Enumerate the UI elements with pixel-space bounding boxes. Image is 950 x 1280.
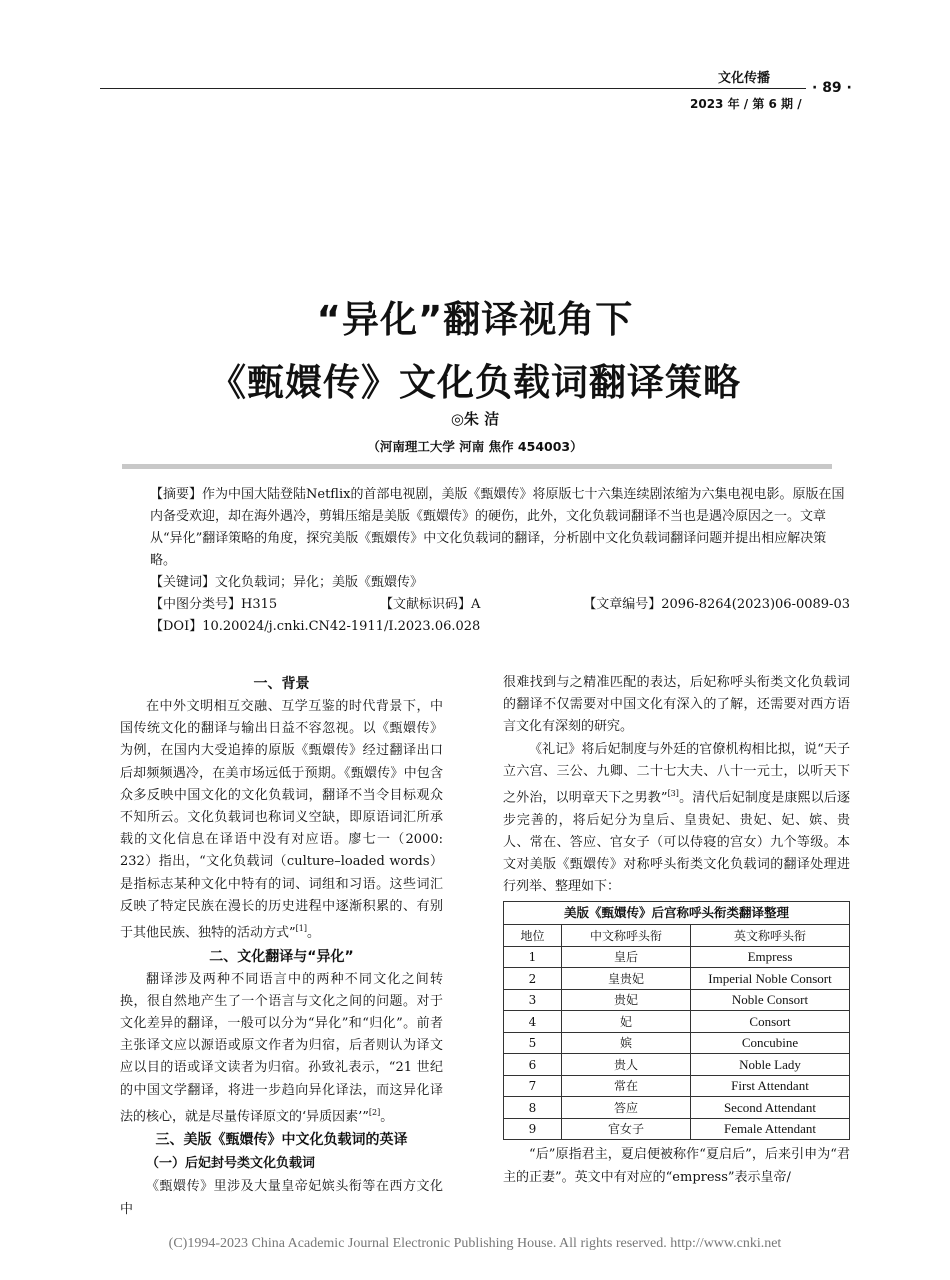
zh-title-cell: 贵人	[562, 1054, 691, 1076]
en-title-cell: Imperial Noble Consort	[691, 968, 850, 990]
citation-ref: [2]	[368, 1107, 381, 1117]
clc	[150, 594, 277, 616]
zh-title-cell: 皇贵妃	[562, 968, 691, 990]
section-heading-english: 三、美版《甄嬛传》中文化负载词的英译	[155, 1132, 408, 1149]
en-title-cell: Concubine	[691, 1032, 850, 1054]
paragraph-liji	[503, 739, 850, 899]
doc-code-label: 【文献标识码】	[380, 597, 472, 612]
en-title-cell: Female Attendant	[691, 1118, 850, 1140]
paragraph-titles: 《甄嬛传》里涉及大量皇帝妃嫔头衔等在西方文化中	[120, 1179, 443, 1217]
en-title-cell: Noble Lady	[691, 1054, 850, 1076]
paragraph-end: 。	[380, 1109, 394, 1125]
table-row	[504, 1054, 850, 1076]
author: ◎朱 洁	[450, 410, 500, 428]
header-rule	[100, 88, 806, 89]
rank-cell: 8	[504, 1097, 562, 1119]
table-row	[504, 1118, 850, 1140]
doc-code-value: A	[471, 597, 481, 612]
article-no	[583, 594, 850, 616]
abstract-text: 作为中国大陆登陆Netflix的首部电视剧，美版《甄嬛传》将原版七十六集连续剧浓缩为六集电视电影。原版在国内备受欢迎，却在海外遇冷，剪辑压缩是美版《甄嬛传》的硬伤，此外，文化负载词翻译不当也是遇冷原因之一。文章从“异化”翻译策略的角度，探究美版《甄嬛传》中文化负载词的翻译，分析剧中文化负载词翻译问题并提出相应解决策略。	[150, 487, 845, 568]
en-title-cell: First Attendant	[691, 1075, 850, 1097]
rank-cell: 4	[504, 1011, 562, 1033]
keywords-label: 【关键词】	[150, 575, 216, 590]
rank-cell: 1	[504, 946, 562, 968]
abstract-label: 【摘要】	[150, 487, 203, 502]
doi	[150, 616, 850, 638]
section-heading-background: 一、背景	[253, 676, 310, 692]
rank-cell: 5	[504, 1032, 562, 1054]
article-no-label: 【文章编号】	[583, 597, 662, 612]
doi-label: 【DOI】	[150, 619, 203, 634]
copyright-footer: (C)1994-2023 China Academic Journal Electronic Publishing House. All rights reserved. http://www.cnki.net	[168, 1236, 782, 1251]
doi-value: 10.20024/j.cnki.CN42-1911/I.2023.06.028	[202, 619, 481, 634]
section-heading-translation: 二、文化翻译与“异化”	[209, 948, 354, 965]
right-column	[503, 672, 850, 1189]
rank-cell: 3	[504, 989, 562, 1011]
zh-title-cell: 答应	[562, 1097, 691, 1119]
paragraph-continued: 很难找到与之精准匹配的表达，后妃称呼头衔类文化负载词的翻译不仅需要对中国文化有深入的了解，还需要对西方语言文化有深刻的研究。	[503, 675, 850, 735]
en-title-cell: Second Attendant	[691, 1097, 850, 1119]
table-row	[504, 1075, 850, 1097]
left-column	[120, 672, 443, 1221]
keywords	[150, 572, 850, 594]
zh-title-cell: 常在	[562, 1075, 691, 1097]
clc-value: H315	[241, 597, 278, 612]
paragraph-end: 。清代后妃制度是康熙以后逐步完善的，将后妃分为皇后、皇贵妃、贵妃、妃、嫔、贵人、常在、答应、官女子（可以侍寝的宫女）九个等级。本文对美版《甄嬛传》对称呼头衔类文化负载词的翻译处理进行列举、整理如下：	[503, 790, 850, 895]
paragraph-empress: “后”原指君主，夏启便被称作“夏启后”，后来引申为“君主的正妻”。英文中有对应的“empress”表示皇帝/	[503, 1147, 850, 1185]
zh-title-cell: 嫔	[562, 1032, 691, 1054]
table-header: 中文称呼头衔	[562, 925, 691, 947]
classification-row	[150, 594, 850, 616]
citation-ref: [1]	[295, 924, 307, 934]
zh-title-cell: 贵妃	[562, 989, 691, 1011]
citation-ref: [3]	[667, 789, 679, 799]
en-title-cell: Empress	[691, 946, 850, 968]
zh-title-cell: 皇后	[562, 946, 691, 968]
en-title-cell: Consort	[691, 1011, 850, 1033]
en-title-cell: Noble Consort	[691, 989, 850, 1011]
zh-title-cell: 妃	[562, 1011, 691, 1033]
zh-title-cell: 官女子	[562, 1118, 691, 1140]
title-line-1: “异化”翻译视角下	[316, 298, 634, 341]
table-caption: 美版《甄嬛传》后宫称呼头衔类翻译整理	[503, 901, 850, 924]
table-header-row	[504, 925, 850, 947]
table-header: 英文称呼头衔	[691, 925, 850, 947]
table-row	[504, 946, 850, 968]
clc-label: 【中图分类号】	[150, 597, 242, 612]
rank-cell: 7	[504, 1075, 562, 1097]
article-no-value: 2096-8264(2023)06-0089-03	[661, 597, 850, 612]
table-row	[504, 989, 850, 1011]
paragraph-translation	[120, 969, 443, 1129]
title-line-2: 《甄嬛传》文化负载词翻译策略	[209, 361, 741, 404]
rank-cell: 9	[504, 1118, 562, 1140]
table-row	[504, 968, 850, 990]
paragraph-text: 翻译涉及两种不同语言中的两种不同文化之间转换，很自然地产生了一个语言与文化之间的问题。对于文化差异的翻译，一般可以分为“异化”和“归化”。前者主张译文应以源语或原文作者为归宿，后者则认为译文应以目的语或译文读者为归宿。孙致礼表示，“21 世纪的中国文学翻译，将进一步趋向异化译法，而这异化译法的核心，就是尽量传译原文的‘异质因素’”	[120, 971, 443, 1125]
affiliation: （河南理工大学 河南 焦作 454003）	[367, 439, 583, 454]
abstract-block	[150, 484, 850, 638]
table-row	[504, 1011, 850, 1033]
subsection-heading: （一）后妃封号类文化负载词	[146, 1156, 316, 1172]
page-number: · 89 ·	[812, 80, 852, 96]
journal-section: 文化传播	[718, 71, 771, 86]
table-row	[504, 1097, 850, 1119]
issue-label: 2023 年 / 第 6 期 /	[690, 97, 802, 111]
abstract	[150, 484, 850, 572]
paragraph-background	[120, 696, 443, 945]
doc-code	[380, 594, 480, 616]
table-row	[504, 1032, 850, 1054]
rank-cell: 6	[504, 1054, 562, 1076]
paragraph-text: 在中外文明相互交融、互学互鉴的时代背景下，中国传统文化的翻译与输出日益不容忽视。以《甄嬛传》为例，在国内大受追捧的原版《甄嬛传》经过翻译出口后却频频遇冷，在美市场远低于预期。《甄嬛传》中包含众多反映中国文化的文化负载词，翻译不当令目标观众不知所云。文化负载词也称词义空缺，即原语词汇所承载的文化信息在译语中没有对应语。廖七一（2000: 232）指出，“文化负载词（culture–loaded words）是指标志某种文化中特有的词、词组和习语。这些词汇反映了特定民族在漫长的历史进程中逐渐积累的、有别于其他民族、独特的活动方式”	[120, 699, 443, 941]
table-header: 地位	[504, 925, 562, 947]
keywords-text: 文化负载词；异化；美版《甄嬛传》	[215, 575, 424, 590]
paragraph-text: 《礼记》将后妃制度与外廷的官僚机构相比拟，说“天子立六宫、三公、九卿、二十七大夫、八十一元士，以听天下之外治，以明章天下之男教”	[503, 741, 850, 806]
rank-cell: 2	[504, 968, 562, 990]
paragraph-end: 。	[307, 925, 321, 941]
titles-table	[503, 901, 850, 1140]
title-divider	[122, 464, 832, 469]
